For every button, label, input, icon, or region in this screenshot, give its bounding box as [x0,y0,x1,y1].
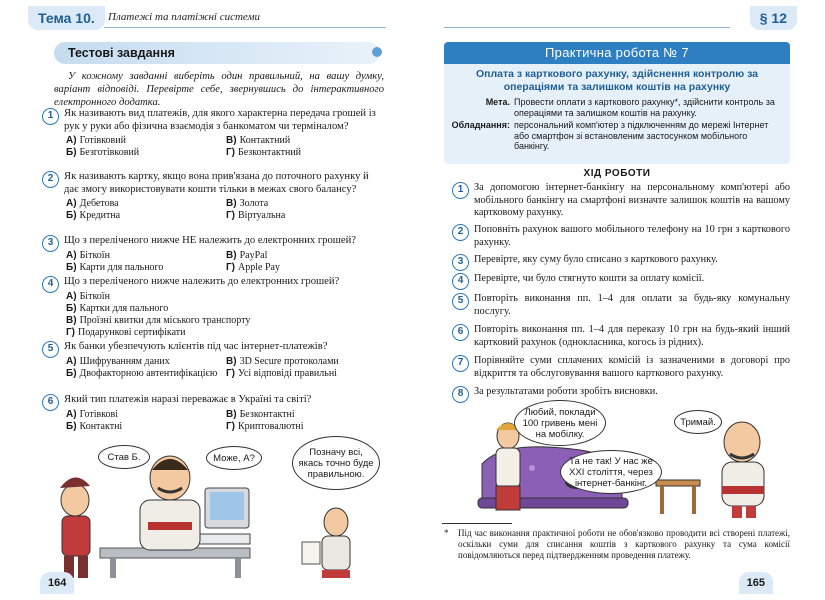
step-5 [452,293,790,318]
speech-bubble-2: Тримай. [674,410,722,434]
option-b[interactable]: Б) Карти для пального [66,261,164,273]
option-v[interactable]: В) Безконтактні [226,408,295,420]
option-a[interactable]: А) Дебетова [66,198,119,209]
option-a[interactable]: А) Готівковий [66,135,126,146]
step-number: 2 [452,224,469,241]
option-v[interactable]: В) Контактний [226,135,291,146]
question-4 [42,276,384,339]
intro-text: У кожному завданні виберіть один правильний, на вашу думку, варіант відповіді. Перевірте себе, звернувшись до інтерактивного електронного додатка. [54,71,384,108]
speech-bubble-1: Став Б. [98,445,150,469]
step-text: Повторіть виконання пп. 1–4 для оплати за будь-яку комунальну послугу. [474,293,790,317]
left-page [0,0,412,600]
step-text: Поповніть рахунок вашого мобільного телефону на 10 грн з карткового рахунку. [474,224,790,248]
step-number: 8 [452,386,469,403]
steps-title: ХІД РОБОТИ [583,168,651,179]
question-text: Який тип платежів наразі переважає в Україні та світі? [64,394,312,405]
options [66,356,384,380]
step-number: 7 [452,355,469,372]
practical-work-box [444,42,790,164]
option-g[interactable]: Г) Криптовалютні [226,420,304,432]
option-a[interactable]: А) Шифруванням даних [66,355,170,367]
question-number: 2 [42,171,59,188]
step-text: За результатами роботи зробіть висновки. [474,386,658,397]
practical-title: Практична робота № 7 [444,42,790,64]
step-8 [452,386,790,399]
options [66,291,384,339]
option-v[interactable]: В) 3D Secure протоколами [226,355,339,367]
option-a[interactable]: А) Готівкові [66,408,119,420]
speech-bubble-2: Може, А? [206,446,262,470]
options [66,198,384,222]
step-text: Перевірте, яку суму було списано з карткового рахунку. [474,254,718,265]
question-text: Як банки убезпечують клієнтів під час інтернет-платежів? [64,341,328,352]
footnote-divider [442,523,512,524]
question-number: 1 [42,108,59,125]
footnote-text: Під час виконання практичної роботи не обов'язково проводити всі створені платежі, оскільки суми для списання коштів з карткового рахунку та сума комісії повідомляються перед підтвердженням проведення платежу. [458,528,790,560]
option-v[interactable]: В) Проїзні квитки для міського транспорту [66,314,251,326]
step-3 [452,254,790,267]
goal-text: Провести оплати з карткового рахунку*, здійснити контроль за операціями та залишком коштів на рахунку. [514,97,775,118]
question-number: 5 [42,341,59,358]
option-g[interactable]: Г) Віртуальна [226,210,286,221]
step-number: 6 [452,324,469,341]
step-text: Порівняйте суми сплачених комісій із зазначеними в договорі про відкриття та обслуговування вашого карткового рахунку. [474,355,790,379]
option-a[interactable]: А) Біткоїн [66,249,110,261]
options [66,250,384,274]
step-7 [452,355,790,380]
step-1 [452,182,790,220]
speech-bubble-3: Позначу всі, якась точно буде правильною. [292,436,380,490]
option-b[interactable]: Б) Картки для пального [66,302,169,314]
step-4 [452,273,790,286]
option-b[interactable]: Б) Контактні [66,420,123,432]
question-number: 3 [42,235,59,252]
right-page [412,0,825,600]
question-number: 6 [42,394,59,411]
option-b[interactable]: Б) Безготівковий [66,147,140,158]
equipment-label: Обладнання: [451,120,510,130]
practical-subtitle: Оплата з карткового рахунку, здійснення контролю за операціями та залишком коштів на рахунку [476,68,758,93]
goal-label: Мета. [485,97,510,107]
option-v[interactable]: В) PayPal [226,249,268,261]
step-number: 3 [452,254,469,271]
question-text: Що з переліченого нижче НЕ належить до електронних грошей? [64,235,356,246]
page-number: 164 [40,572,74,594]
option-g[interactable]: Г) Подарункові сертифікати [66,326,186,338]
question-6 [42,394,384,433]
step-number: 4 [452,273,469,290]
footnote-mark: * [444,528,449,538]
equipment-text: персональний комп'ютер з підключенням до мережі Інтернет або смартфон зі встановленим застосунком мобільного банкінгу. [514,120,769,151]
step-text: За допомогою інтернет-банкінгу на персональному комп'ютері або мобільного банкінгу на смартфоні визначте залишок коштів на вашому картковому рахунку. [474,182,790,218]
step-number: 1 [452,182,469,199]
option-g[interactable]: Г) Безконтактний [226,147,302,158]
step-text: Повторіть виконання пп. 1–4 для переказу 10 грн на будь-який інший картковий рахунок (однокласника, когось із рідних). [474,324,790,348]
topic-label: Тема 10. [28,6,105,30]
step-6 [452,324,790,349]
question-2 [42,171,384,222]
step-number: 5 [452,293,469,310]
question-5 [42,341,384,380]
step-text: Перевірте, чи було стягнуто кошти за оплату комісії. [474,273,705,284]
question-number: 4 [42,276,59,293]
question-1 [42,108,384,159]
options [66,135,384,159]
footnote [444,528,790,561]
section-title: Тестові завдання [54,42,380,64]
option-b[interactable]: Б) Кредитна [66,210,121,221]
option-g[interactable]: Г) Усі відповіді правильні [226,367,337,379]
question-text: Як називають вид платежів, для якого характерна передача грошей із рук у руки або фізична взаємодія з банкоматом чи терміналом? [64,108,376,132]
option-v[interactable]: В) Золота [226,198,269,209]
speech-bubble-3: Та не так! У нас же XXI століття, через інтернет-банкінг. [560,450,662,494]
question-text: Як називають картку, якщо вона прив'язана до поточного рахунку й дає змогу використовувати кошти тільки в межах свого балансу? [64,171,369,195]
header-divider [444,27,730,28]
header-divider [104,27,386,28]
question-3 [42,235,384,274]
step-2 [452,224,790,249]
topic-title: Платежі та платіжні системи [108,11,261,23]
equipment-row [444,120,790,152]
goal-row [444,97,790,118]
paragraph-label: § 12 [750,6,797,30]
options [66,409,384,433]
option-a[interactable]: А) Біткоїн [66,290,110,302]
option-b[interactable]: Б) Двофакторною автентифікацією [66,367,218,379]
option-g[interactable]: Г) Apple Pay [226,261,280,273]
page-number: 165 [739,572,773,594]
question-text: Що з переліченого нижче належить до електронних грошей? [64,276,340,287]
speech-bubble-1: Любий, поклади 100 гривень мені на мобілку. [514,400,606,446]
